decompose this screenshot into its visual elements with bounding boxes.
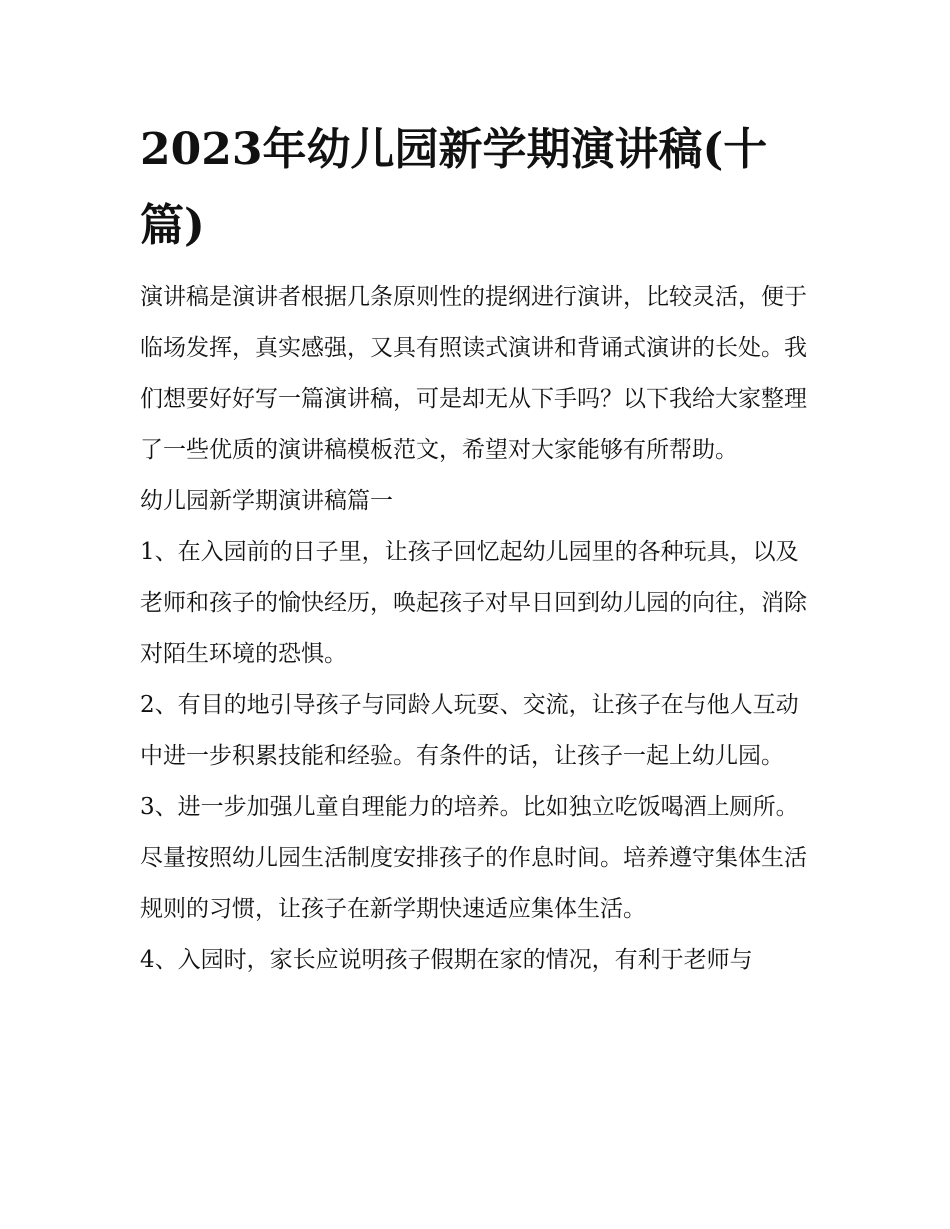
list-item-1: 1、在入园前的日子里，让孩子回忆起幼儿园里的各种玩具，以及老师和孩子的愉快经历，唤起孩子对早日回到幼儿园的向往，消除对陌生环境的恐惧。 xyxy=(140,539,807,667)
document-body xyxy=(140,112,820,986)
list-item-3: 3、进一步加强儿童自理能力的培养。比如独立吃饭喝酒上厕所。尽量按照幼儿园生活制度安排孩子的作息时间。培养遵守集体生活规则的习惯，让孩子在新学期快速适应集体生活。 xyxy=(140,794,807,922)
section-heading: 幼儿园新学期演讲稿篇一 xyxy=(140,488,393,514)
list-item-4: 4、入园时，家长应说明孩子假期在家的情况，有利于老师与 xyxy=(140,947,753,973)
intro-paragraph: 演讲稿是演讲者根据几条原则性的提纲进行演讲，比较灵活，便于临场发挥，真实感强，又具有照读式演讲和背诵式演讲的长处。我们想要好好写一篇演讲稿，可是却无从下手吗？以下我给大家整理了一些优质的演讲稿模板范文，希望对大家能够有所帮助。 xyxy=(140,284,807,463)
document-title: 2023年幼儿园新学期演讲稿(十篇) xyxy=(140,124,768,251)
list-item-2: 2、有目的地引导孩子与同龄人玩耍、交流，让孩子在与他人互动中进一步积累技能和经验。有条件的话，让孩子一起上幼儿园。 xyxy=(140,692,799,769)
